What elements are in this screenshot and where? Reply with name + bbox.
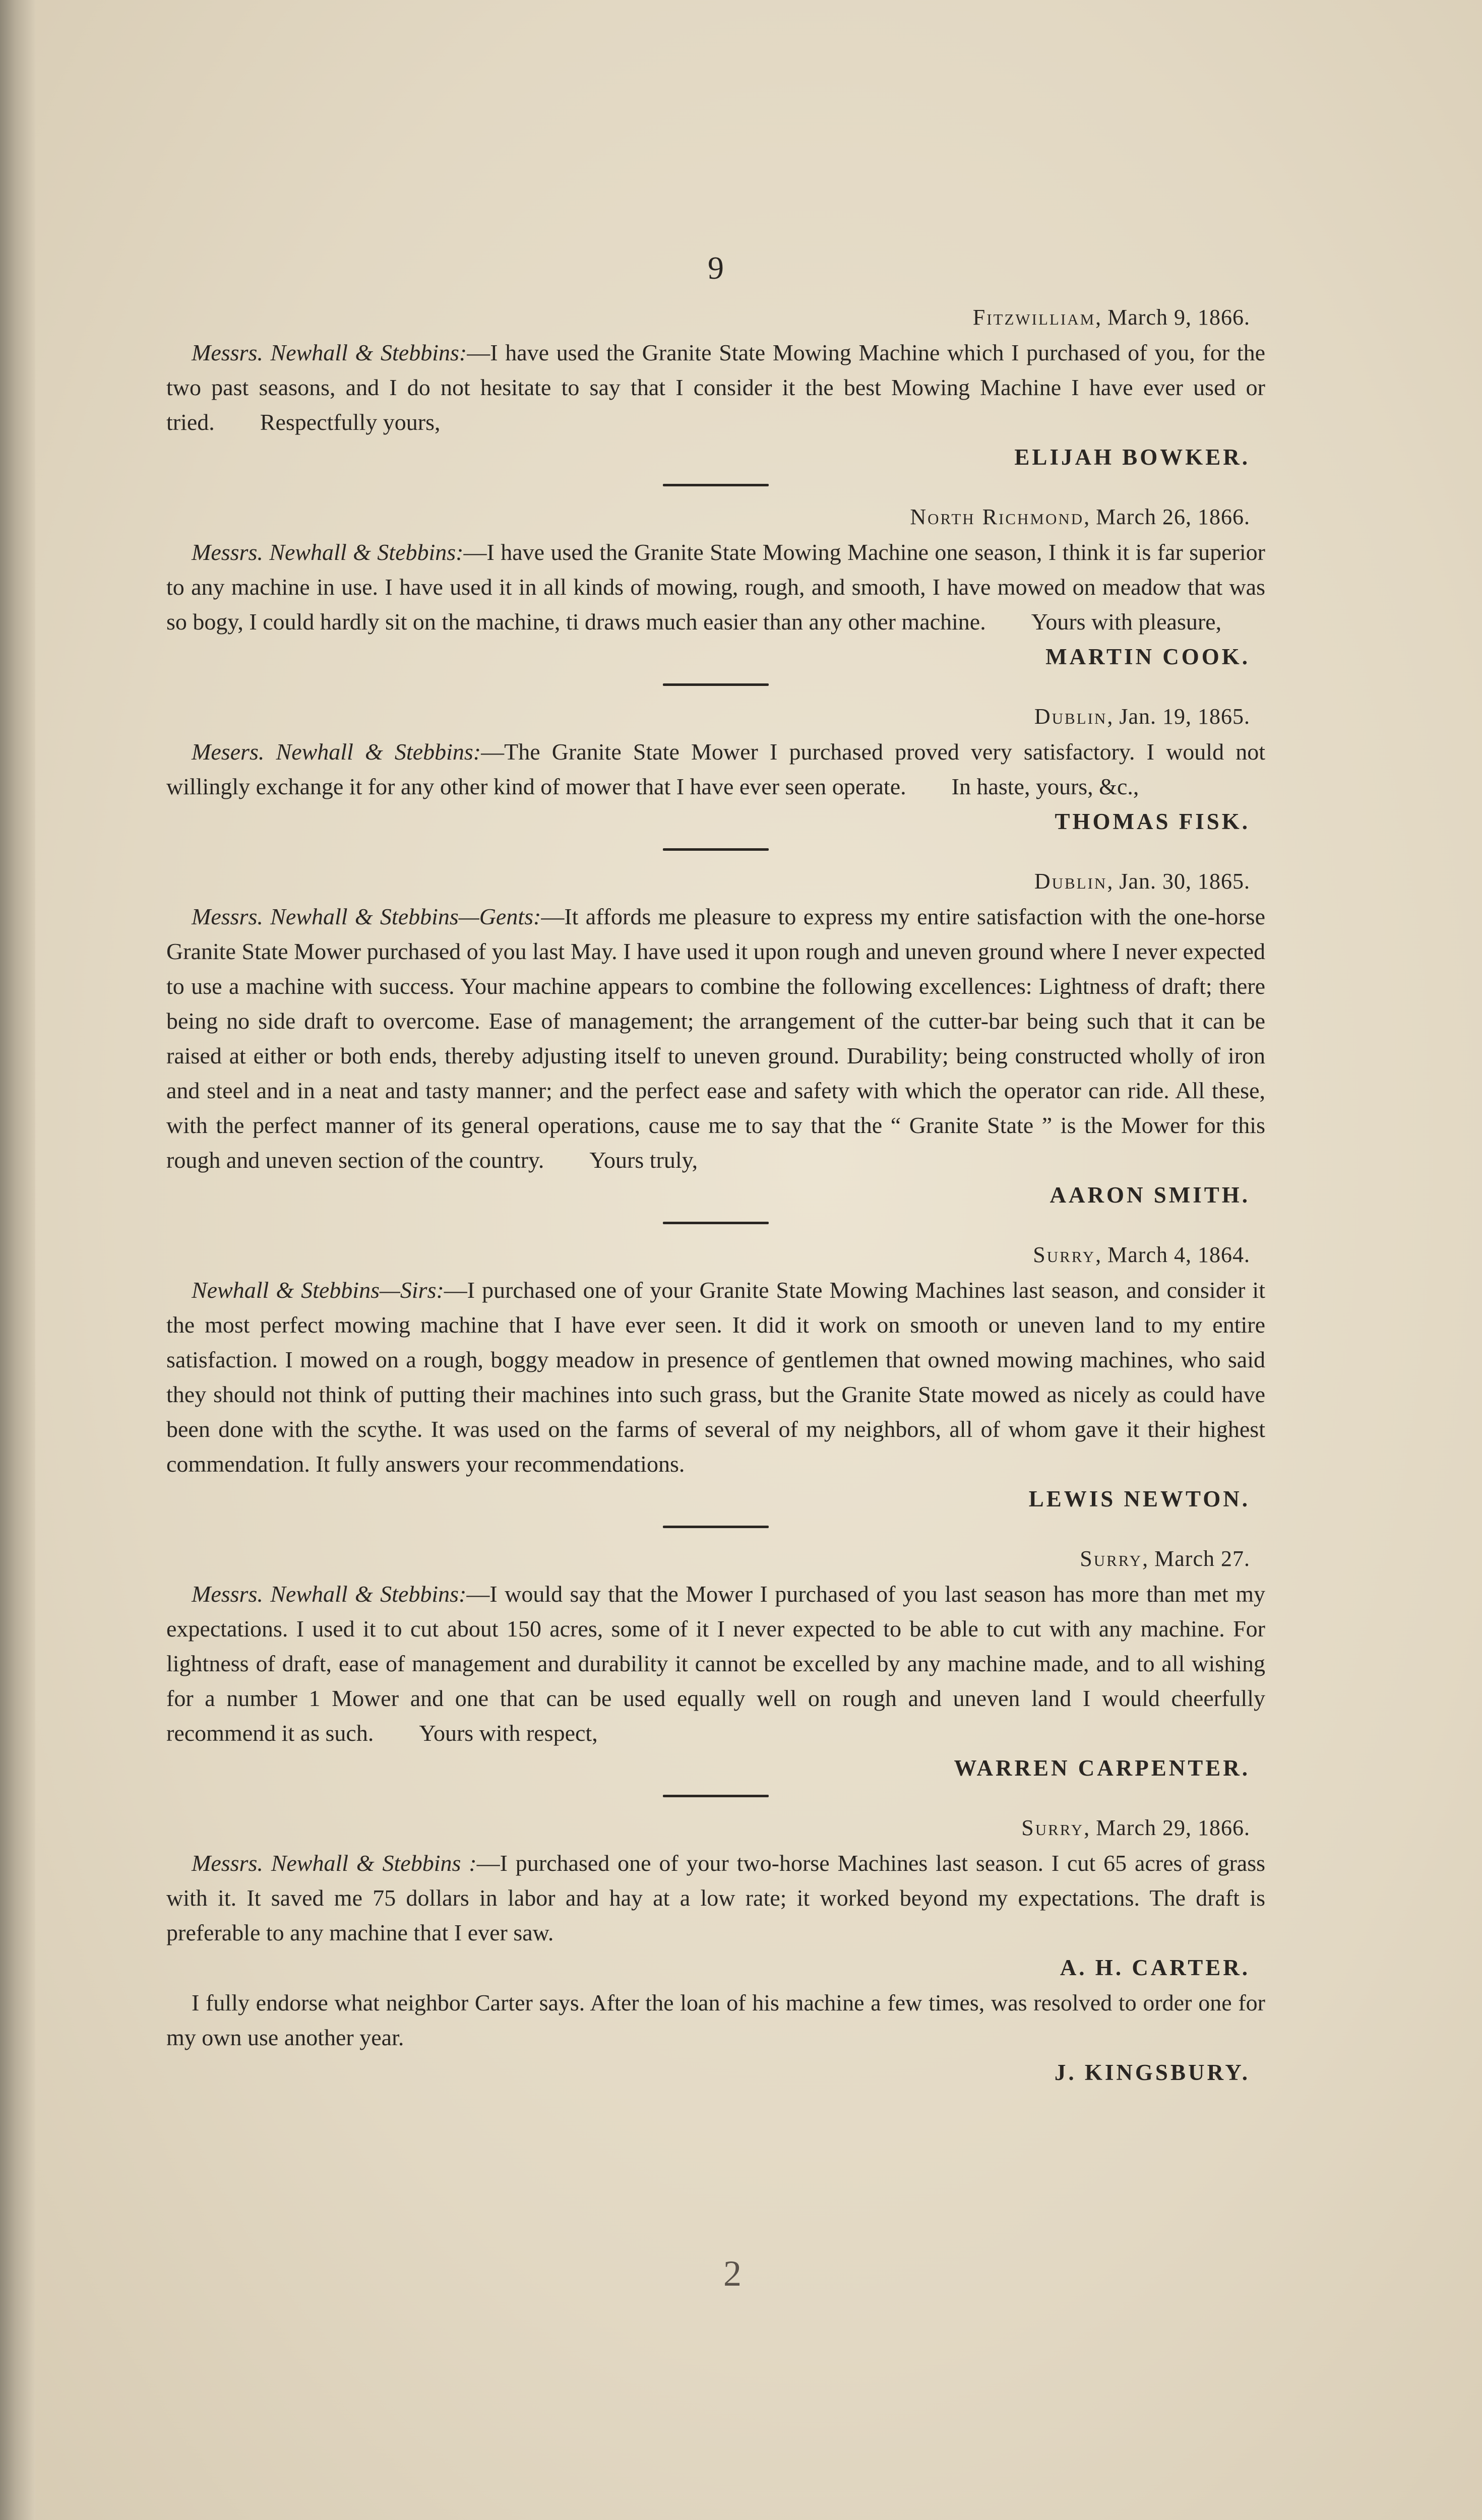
letter-signature: LEWIS NEWTON. [1028,1486,1250,1511]
letter-signature: WARREN CARPENTER. [954,1755,1250,1781]
letter-dateline [166,699,1265,734]
letter-closing: In haste, yours, &c., [951,774,1139,799]
letter-place: Surry [1080,1546,1143,1571]
section-divider [663,1222,769,1224]
testimonial-letter [166,1810,1265,1985]
testimonial-letter [166,1541,1265,1786]
letter-salutation: Mesers. Newhall & Stebbins: [192,739,481,765]
footer-signature-mark: 2 [723,2253,742,2294]
letter-dateline [166,499,1265,535]
letter-signature: ELIJAH BOWKER. [1014,445,1250,470]
letter-place: North Richmond [910,505,1084,529]
binding-gutter [0,0,35,2520]
section-divider [663,1795,769,1797]
letter-body [166,734,1265,804]
letter-date: , March 27. [1142,1546,1250,1571]
page-number: 9 [708,250,724,286]
letter-date: , March 9, 1866. [1095,305,1250,330]
letter-closing: Respectfully yours, [260,409,441,435]
letter-body [166,899,1265,1177]
letter-signature: A. H. CARTER. [1060,1955,1250,1980]
letter-dateline [166,1237,1265,1273]
letter-text: —I purchased one of your two-horse Machines last season. I cut 65 acres of grass with it. It saved me 75 dollars in labor and hay at a low rate; it worked beyond my expectations. The draft is preferable to any machine that I ever saw. [166,1850,1265,1945]
letter-dateline [166,300,1265,335]
letter-place: Dublin [1034,704,1107,729]
letter-text: —I purchased one of your Granite State Mowing Machines last season, and consider it the most perfect mowing machine that I have ever seen. It did it work on smooth or uneven land to my entire satisfaction. I mowed on a rough, boggy meadow in presence of gentlemen that owned mowing machines, who said they should not think of putting their machines into such grass, but the Granite State mowed as nicely as could have been done with the scythe. It was used on the farms of several of my neighbors, all of whom gave it their highest commendation. It fully answers your recommendations. [166,1277,1265,1477]
letter-text: —I have used the Granite State Mowing Machine which I purchased of you, for the two past seasons, and I do not hesitate to say that I consider it the best Mowing Machine I have ever used or tried. [166,340,1265,435]
letter-signature: AARON SMITH. [1049,1182,1250,1208]
letter-dateline [166,1541,1265,1577]
letter-place: Surry [1021,1815,1084,1840]
letter-salutation: Messrs. Newhall & Stebbins: [192,539,464,565]
testimonial-column [166,300,1265,2090]
letter-dateline [166,864,1265,899]
testimonial-letter [166,699,1265,839]
letter-body [166,1577,1265,1750]
endorsement-body: I fully endorse what neighbor Carter says. After the loan of his machine a few times, was resolved to order one for my own use another year. [166,1990,1265,2050]
letter-date: , March 4, 1864. [1095,1242,1250,1267]
letter-salutation: Messrs. Newhall & Stebbins—Gents: [192,904,541,929]
letter-signature: THOMAS FISK. [1055,809,1250,834]
endorsement-text [166,1985,1265,2055]
letter-body [166,535,1265,639]
letter-signature: MARTIN COOK. [1045,644,1250,669]
letter-place: Dublin [1034,869,1107,894]
letter-date: , March 29, 1866. [1084,1815,1250,1840]
letter-text: —I have used the Granite State Mowing Machine one season, I think it is far superior to any machine in use. I have used it in all kinds of mowing, rough, and smooth, I have mowed on meadow that was so bogy, I could hardly sit on the machine, ti draws much easier than any other machine. [166,539,1265,635]
letter-place: Fitzwilliam [972,305,1096,330]
letter-closing: Yours with respect, [419,1720,598,1746]
letter-salutation: Messrs. Newhall & Stebbins: [192,340,467,365]
testimonial-letter [166,499,1265,674]
endorsement-signature: J. KINGSBURY. [1054,2060,1250,2085]
letter-closing: Yours truly, [589,1147,698,1173]
letter-date: , March 26, 1866. [1084,505,1250,529]
letter-salutation: Messrs. Newhall & Stebbins: [192,1581,467,1607]
testimonial-letter [166,864,1265,1213]
letter-dateline [166,1810,1265,1846]
testimonial-letter [166,1237,1265,1517]
section-divider [663,848,769,851]
letter-body [166,1846,1265,1950]
letter-salutation: Messrs. Newhall & Stebbins : [192,1850,477,1876]
letter-body [166,335,1265,439]
letter-date: , Jan. 19, 1865. [1107,704,1250,729]
letter-place: Surry [1033,1242,1096,1267]
section-divider [663,484,769,486]
section-divider [663,683,769,686]
letter-text: —The Granite State Mower I purchased proved very satisfactory. I would not willingly exchange it for any other kind of mower that I have ever seen operate. [166,739,1265,799]
section-divider [663,1526,769,1528]
letter-date: , Jan. 30, 1865. [1107,869,1250,894]
letter-text: —I would say that the Mower I purchased of you last season has more than met my expectations. I used it to cut about 150 acres, some of it I never expected to be able to cut with any machine. For lightness of draft, ease of management and durability it cannot be excelled by any machine made, and to all wishing for a number 1 Mower and one that can be used equally well on rough and uneven land I would cheerfully recommend it as such. [166,1581,1265,1746]
testimonial-letter [166,300,1265,475]
letter-closing: Yours with pleasure, [1031,609,1222,635]
letter-salutation: Newhall & Stebbins—Sirs: [192,1277,444,1303]
letter-text: —It affords me pleasure to express my entire satisfaction with the one-horse Granite State Mower purchased of you last May. I have used it upon rough and uneven ground where I never expected to use a machine with success. Your machine appears to combine the following excellences: Lightness of draft; there being no side draft to overcome. Ease of management; the arrangement of the cutter-bar being such that it can be raised at either or both ends, thereby adjusting itself to uneven ground. Durability; being constructed wholly of iron and steel and in a neat and tasty manner; and the perfect ease and safety with which the operator can ride. All these, with the perfect manner of its general operations, cause me to say that the “ Granite State ” is the Mower for this rough and uneven section of the country. [166,904,1265,1173]
letter-body [166,1273,1265,1481]
